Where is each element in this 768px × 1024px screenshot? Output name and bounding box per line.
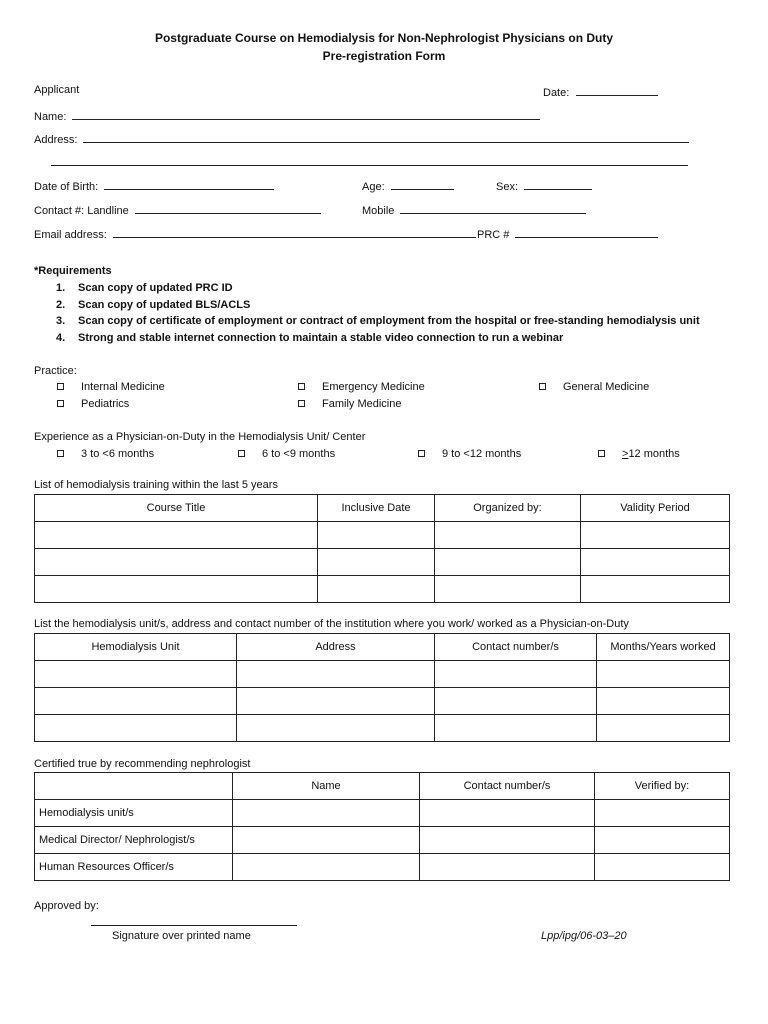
table-cell[interactable] (435, 715, 597, 742)
table-cell[interactable] (597, 688, 730, 715)
table-header-cell: Contact number/s (420, 773, 595, 800)
table-cell[interactable] (595, 854, 730, 881)
table-row (35, 661, 730, 688)
experience-option[interactable]: 3 to <6 months (57, 448, 154, 460)
table-cell[interactable] (237, 661, 435, 688)
address-row (34, 131, 689, 146)
table-header-cell: Organized by: (435, 495, 581, 522)
checkbox-icon[interactable] (57, 383, 64, 390)
dob-field[interactable] (104, 178, 274, 190)
checkbox-icon[interactable] (598, 450, 605, 457)
table-row (35, 800, 730, 827)
age-row (362, 178, 454, 193)
table-cell[interactable] (595, 800, 730, 827)
table-header-cell: Months/Years worked (597, 634, 730, 661)
table-header-cell: Verified by: (595, 773, 730, 800)
checkbox-icon[interactable] (298, 383, 305, 390)
table-cell[interactable] (35, 661, 237, 688)
requirement-item: 1. Scan copy of updated PRC ID (56, 282, 233, 294)
dob-row (34, 178, 274, 193)
row-label: Medical Director/ Nephrologist/s (35, 827, 233, 854)
email-label: Email address: (34, 229, 107, 241)
mobile-field[interactable] (400, 202, 586, 214)
table-cell[interactable] (233, 854, 420, 881)
table-cell[interactable] (597, 715, 730, 742)
table-cell[interactable] (233, 827, 420, 854)
practice-option[interactable]: Emergency Medicine (298, 381, 425, 393)
table-row (35, 827, 730, 854)
checkbox-icon[interactable] (238, 450, 245, 457)
table-header-cell (35, 773, 233, 800)
table-header-cell: Hemodialysis Unit (35, 634, 237, 661)
table-cell[interactable] (435, 522, 581, 549)
checkbox-icon[interactable] (539, 383, 546, 390)
sex-field[interactable] (524, 178, 592, 190)
prc-row (477, 226, 658, 241)
table-cell[interactable] (35, 576, 318, 603)
table-cell[interactable] (435, 661, 597, 688)
applicant-label: Applicant (34, 84, 80, 96)
sex-row (496, 178, 592, 193)
table-cell[interactable] (581, 549, 730, 576)
dob-label: Date of Birth: (34, 181, 99, 193)
training-label: List of hemodialysis training within the last 5 years (34, 479, 278, 491)
row-label: Human Resources Officer/s (35, 854, 233, 881)
date-row (543, 84, 658, 99)
units-table (34, 633, 730, 742)
email-field[interactable] (113, 226, 476, 238)
requirement-item: 4. Strong and stable internet connection to maintain a stable video connection to run a webinar (56, 331, 564, 344)
table-row (35, 688, 730, 715)
address-field[interactable] (83, 131, 689, 143)
table-cell[interactable] (420, 854, 595, 881)
landline-field[interactable] (135, 202, 321, 214)
checkbox-icon[interactable] (57, 450, 64, 457)
age-field[interactable] (391, 178, 454, 190)
table-cell[interactable] (233, 800, 420, 827)
signature-label: Signature over printed name (112, 930, 251, 942)
table-header-cell: Course Title (35, 495, 318, 522)
table-row (35, 715, 730, 742)
training-table (34, 494, 730, 603)
prc-label: PRC # (477, 229, 510, 241)
practice-option[interactable]: Family Medicine (298, 398, 401, 410)
table-header-row (35, 773, 730, 800)
landline-row (34, 202, 321, 217)
table-header-cell: Address (237, 634, 435, 661)
requirements-list (56, 280, 700, 346)
form-title: Postgraduate Course on Hemodialysis for Non-Nephrologist Physicians on Duty (154, 31, 614, 45)
form-subtitle: Pre-registration Form (322, 49, 446, 63)
certified-label: Certified true by recommending nephrologist (34, 758, 251, 770)
experience-option[interactable]: >12 months (598, 448, 680, 460)
prc-field[interactable] (515, 226, 658, 238)
table-cell[interactable] (318, 576, 435, 603)
approved-label: Approved by: (34, 900, 99, 912)
experience-label: Experience as a Physician-on-Duty in the Hemodialysis Unit/ Center (34, 431, 366, 443)
table-cell[interactable] (595, 827, 730, 854)
age-label: Age: (362, 181, 385, 193)
email-row (34, 226, 476, 241)
experience-option[interactable]: 6 to <9 months (238, 448, 335, 460)
table-cell[interactable] (420, 800, 595, 827)
table-header-cell: Inclusive Date (318, 495, 435, 522)
table-cell[interactable] (435, 688, 597, 715)
table-row (35, 576, 730, 603)
mobile-row (362, 202, 586, 217)
certified-table (34, 772, 730, 881)
table-row (35, 854, 730, 881)
table-cell[interactable] (35, 688, 237, 715)
practice-option[interactable]: Pediatrics (57, 398, 129, 410)
row-label: Hemodialysis unit/s (35, 800, 233, 827)
table-row (35, 549, 730, 576)
checkbox-icon[interactable] (298, 400, 305, 407)
requirements-heading: *Requirements (34, 265, 112, 277)
table-header-cell: Contact number/s (435, 634, 597, 661)
address-field-line2-row (51, 154, 688, 169)
date-field[interactable] (576, 84, 658, 96)
date-label: Date: (543, 87, 570, 99)
landline-label: Contact #: Landline (34, 205, 129, 217)
table-header-cell: Validity Period (581, 495, 730, 522)
experience-option[interactable]: 9 to <12 months (418, 448, 521, 460)
sex-label: Sex: (496, 181, 519, 193)
table-cell[interactable] (237, 715, 435, 742)
table-cell[interactable] (581, 522, 730, 549)
table-row (35, 522, 730, 549)
requirement-item: 2. Scan copy of updated BLS/ACLS (56, 298, 251, 311)
checkbox-icon[interactable] (57, 400, 64, 407)
table-cell[interactable] (237, 688, 435, 715)
signature-line[interactable] (91, 925, 297, 926)
table-header-row (35, 634, 730, 661)
table-cell[interactable] (318, 522, 435, 549)
name-label: Name: (34, 111, 67, 123)
form-code: Lpp/ipg/06-03–20 (541, 930, 627, 942)
name-row (34, 108, 540, 123)
units-label: List the hemodialysis unit/s, address and contact number of the institution where you work/ worked as a Physician-on-Duty (34, 618, 629, 630)
table-cell[interactable] (581, 576, 730, 603)
table-header-row (35, 495, 730, 522)
table-cell[interactable] (35, 522, 318, 549)
name-field[interactable] (72, 108, 540, 120)
practice-option[interactable]: Internal Medicine (57, 381, 165, 393)
table-cell[interactable] (35, 715, 237, 742)
table-cell[interactable] (597, 661, 730, 688)
address-field-line2[interactable] (51, 154, 688, 166)
table-header-cell: Name (233, 773, 420, 800)
table-cell[interactable] (420, 827, 595, 854)
table-cell[interactable] (35, 549, 318, 576)
table-cell[interactable] (435, 576, 581, 603)
practice-label: Practice: (34, 365, 77, 377)
requirement-item: 3. Scan copy of certificate of employment or contract of employment from the hospital or free-standing hemodialysis unit (56, 315, 700, 327)
address-label: Address: (34, 134, 78, 146)
table-cell[interactable] (318, 549, 435, 576)
table-cell[interactable] (435, 549, 581, 576)
mobile-label: Mobile (362, 205, 395, 217)
practice-option[interactable]: General Medicine (539, 381, 649, 393)
checkbox-icon[interactable] (418, 450, 425, 457)
